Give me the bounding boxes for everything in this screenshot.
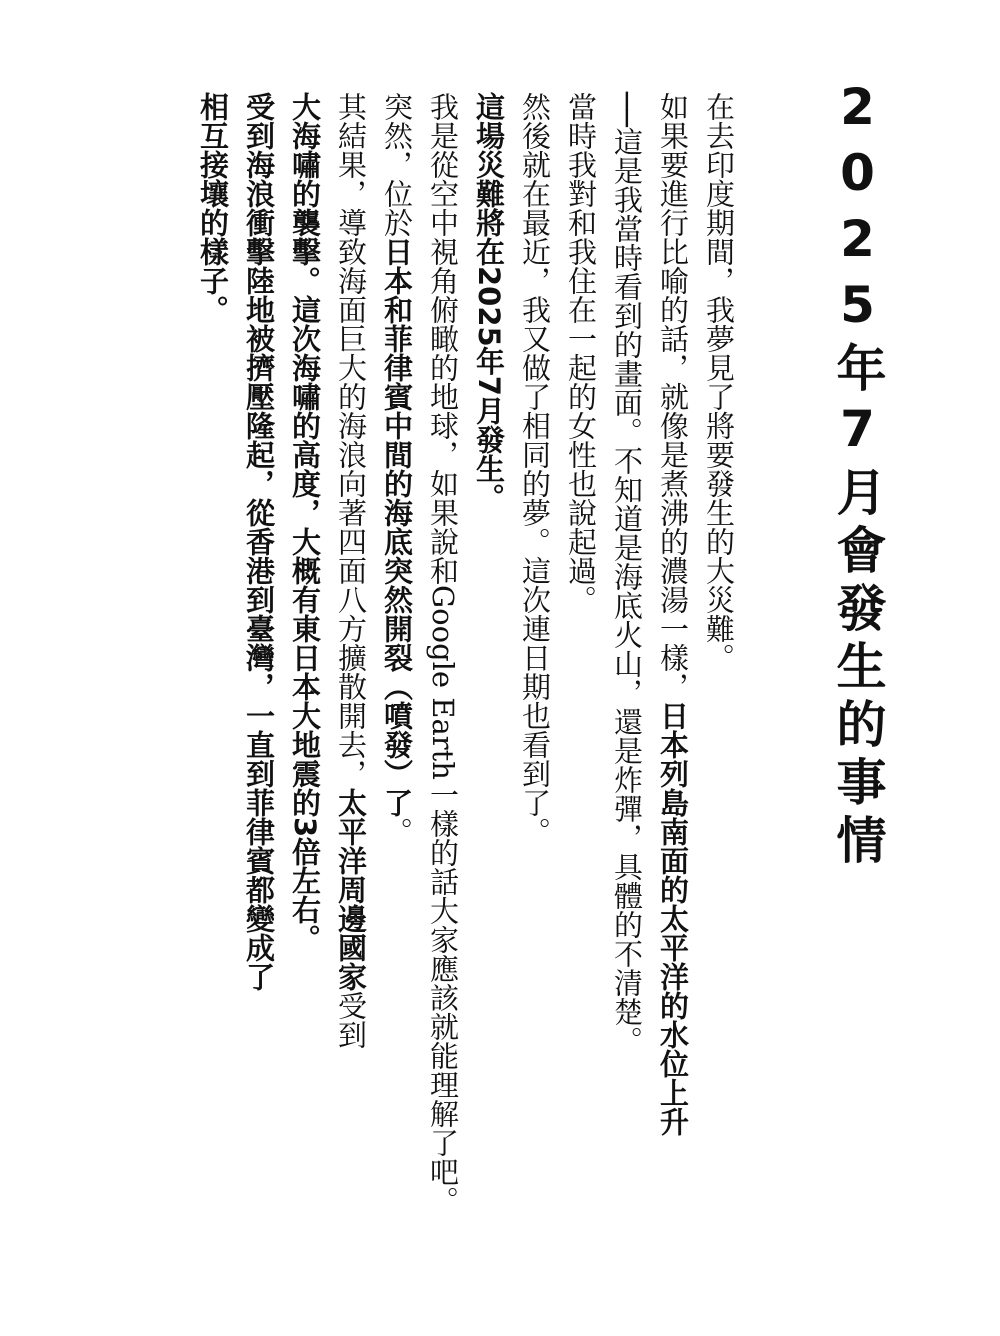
paragraph xyxy=(190,92,282,1322)
emphasized-text: 受到海浪衝擊陸地被擠壓隆起，從香港到臺灣，一直到菲律賓都變成了 xyxy=(242,92,276,991)
emphasized-text: 日本和菲律賓中間的海底突然開裂（噴發）了 xyxy=(380,237,414,817)
document-title: 2025年7月會發生的事情 xyxy=(828,78,887,872)
emphasized-text: 日本列島南面的太平洋的水位上升 xyxy=(656,701,690,1136)
text-line xyxy=(512,92,558,1322)
text-line xyxy=(420,92,466,1322)
paragraph xyxy=(282,92,374,1322)
article-body xyxy=(190,92,742,1322)
emphasized-text: 這場災難將在2025年7月發生。 xyxy=(472,92,506,512)
body-text-run: 。 xyxy=(380,817,414,846)
text-line xyxy=(190,92,236,1322)
paragraph xyxy=(558,92,604,1322)
body-text-run: 如果要進行比喻的話，就像是煮沸的濃湯一樣， xyxy=(656,92,690,701)
paragraph xyxy=(420,92,466,1322)
emphasized-text: 大海嘯的襲擊。這次海嘯的高度，大概有東日本大地震的3倍左右。 xyxy=(288,92,322,954)
text-line xyxy=(282,92,328,1322)
body-text-run: 突然，位於 xyxy=(380,92,414,237)
paragraph xyxy=(696,92,742,1322)
body-text-run: 其結果，導致海面巨大的海浪向著四面八方擴散開去， xyxy=(334,92,368,788)
body-text-run: 我是從空中視角俯瞰的地球，如果說和Google Earth一樣的話大家應該就能理解了吧。 xyxy=(426,92,460,1215)
text-line xyxy=(374,92,420,1322)
paragraph xyxy=(466,92,512,1322)
body-text-run: 然後就在最近，我又做了相同的夢。這次連日期也看到了。 xyxy=(518,92,552,846)
text-line xyxy=(650,92,696,1322)
paragraph xyxy=(374,92,420,1322)
text-line xyxy=(604,92,650,1322)
text-line xyxy=(236,92,282,1322)
paragraph xyxy=(512,92,558,1322)
text-line xyxy=(328,92,374,1322)
text-line xyxy=(696,92,742,1322)
body-text-run: 在去印度期間，我夢見了將要發生的大災難。 xyxy=(702,92,736,672)
paragraph xyxy=(604,92,696,1322)
emphasized-text: 太平洋周邊國家 xyxy=(334,788,368,991)
body-text-run: 受到 xyxy=(334,991,368,1049)
body-text-run: 當時我對和我住在一起的女性也說起過。 xyxy=(564,92,598,614)
text-line xyxy=(466,92,512,1322)
body-text-run: ──這是我當時看到的畫面。不知道是海底火山，還是炸彈，具體的不清楚。 xyxy=(610,92,644,1055)
emphasized-text: 相互接壤的樣子。 xyxy=(196,92,230,324)
text-line xyxy=(558,92,604,1322)
